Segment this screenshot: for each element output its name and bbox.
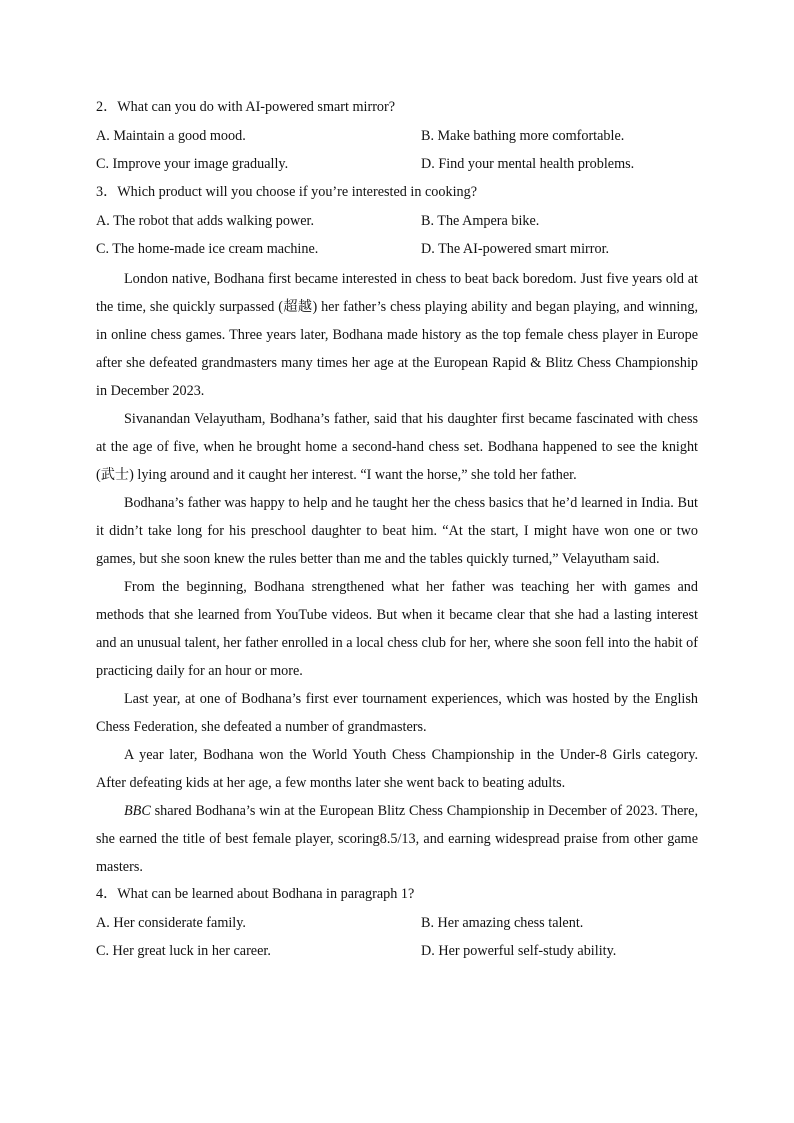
passage-paragraph-3: Bodhana’s father was happy to help and he taught her the chess basics that he’d learned in India. But it didn’t take long for his preschool daughter to beat him. “At the start, I might have won one or two games, but she soon knew the rules better than me and the tables quickly turned,” Velayutham said. xyxy=(96,495,698,567)
question-4-options-row-2 xyxy=(96,940,698,968)
question-2-stem: 2．What can you do with AI-powered smart mirror? xyxy=(96,99,396,115)
passage-paragraph-7-text: shared Bodhana’s win at the European Blitz Chess Championship in December of 2023. There, she earned the title of best female player, scoring8.5/13, and earning widespread praise from other game masters. xyxy=(96,803,698,875)
question-4-option-a: A. Her considerate family. xyxy=(96,915,246,931)
passage-paragraph-1: London native, Bodhana first became interested in chess to beat back boredom. Just five years old at the time, she quickly surpassed (超越) her father’s chess playing ability and began playing, and winning, in online chess games. Three years later, Bodhana made history as the top female chess player in Europe after she defeated grandmasters many times her age at the European Rapid & Blitz Chess Championship in December 2023. xyxy=(96,271,698,399)
question-4-options-row-1 xyxy=(96,912,698,940)
passage-paragraph-2: Sivanandan Velayutham, Bodhana’s father, said that his daughter first became fascinated with chess at the age of five, when he brought home a second-hand chess set. Bodhana happened to see the knight (武士) lying around and it caught her interest. “I want the horse,” she told her father. xyxy=(96,411,698,483)
bbc-italic: BBC xyxy=(124,803,151,819)
passage-paragraph-5: Last year, at one of Bodhana’s first ever tournament experiences, which was hosted by the English Chess Federation, she defeated a number of grandmasters. xyxy=(96,691,698,735)
question-2-option-c: C. Improve your image gradually. xyxy=(96,156,289,172)
document-page xyxy=(96,96,698,968)
question-4-stem: 4．What can be learned about Bodhana in paragraph 1? xyxy=(96,886,415,902)
passage-paragraph-7 xyxy=(96,797,698,881)
question-2-options-row-2 xyxy=(96,153,698,181)
question-3-options-row-1 xyxy=(96,210,698,238)
passage-paragraph-4: From the beginning, Bodhana strengthened what her father was teaching her with games and methods that she learned from YouTube videos. But when it became clear that she had a lasting interest and an unusual talent, her father enrolled in a local chess club for her, where she soon fell into the habit of practicing daily for an hour or more. xyxy=(96,579,698,679)
question-3-option-d: D. The AI-powered smart mirror. xyxy=(421,241,610,257)
question-2-option-d: D. Find your mental health problems. xyxy=(421,156,635,172)
question-3-option-a: A. The robot that adds walking power. xyxy=(96,213,315,229)
question-4-option-d: D. Her powerful self-study ability. xyxy=(421,943,617,959)
question-4-option-c: C. Her great luck in her career. xyxy=(96,943,271,959)
question-3-options-row-2 xyxy=(96,238,698,266)
question-4-option-b: B. Her amazing chess talent. xyxy=(421,915,584,931)
passage-paragraph-6: A year later, Bodhana won the World Youth Chess Championship in the Under-8 Girls category. After defeating kids at her age, a few months later she went back to beating adults. xyxy=(96,747,698,791)
question-3-option-b: B. The Ampera bike. xyxy=(421,213,540,229)
question-2-option-a: A. Maintain a good mood. xyxy=(96,128,246,144)
question-2-option-b: B. Make bathing more comfortable. xyxy=(421,128,625,144)
question-2-options-row-1 xyxy=(96,125,698,153)
question-3-stem: 3．Which product will you choose if you’re interested in cooking? xyxy=(96,184,477,200)
question-3-option-c: C. The home-made ice cream machine. xyxy=(96,241,319,257)
